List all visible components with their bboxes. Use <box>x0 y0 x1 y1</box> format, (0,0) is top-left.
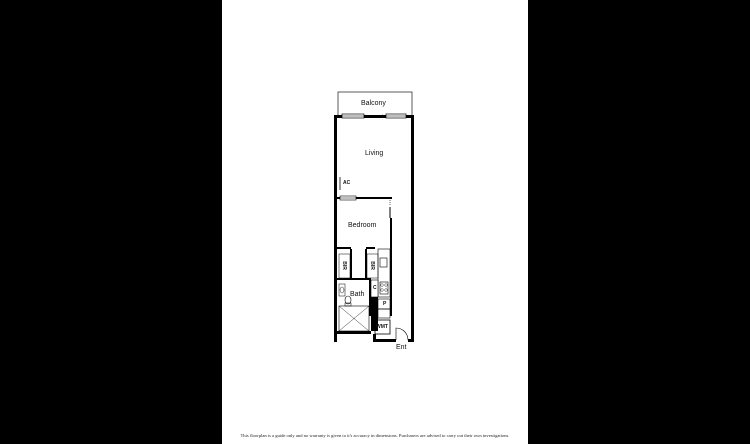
entry-wall-bottom-right <box>408 339 414 342</box>
entry-door-swing <box>396 328 408 340</box>
fixture-label-cupboard: C <box>373 285 377 291</box>
disclaimer-text: This floorplan is a guide only and no warranty is given to it's accuracy in dimensions. Purchasers are advised to carry out their own investigations. <box>240 433 510 438</box>
entry-wall-bottom <box>373 339 396 342</box>
room-label-bedroom: Bedroom <box>348 222 377 229</box>
outer-wall-right <box>411 116 414 341</box>
outer-wall-left <box>334 116 337 342</box>
bir-left-wall <box>350 249 352 279</box>
outer-wall-top-left <box>334 115 342 118</box>
fixture-label-bir-left: BIR <box>340 261 347 270</box>
fixture-label-pantry: P <box>383 301 387 307</box>
room-label-entry: Ent <box>396 344 407 351</box>
fixture-label-wmt: WMT <box>376 324 388 330</box>
bir-right-wall <box>365 249 367 279</box>
bedroom-bottom-wall-left <box>337 247 351 249</box>
floorplan-sheet <box>222 0 528 444</box>
bedroom-bottom-wall-right <box>366 247 375 249</box>
room-label-balcony: Balcony <box>361 100 386 107</box>
basin <box>340 287 344 293</box>
bottom-wall-left <box>334 331 371 334</box>
kitchen-sink <box>380 258 387 267</box>
fixture-label-bir-right: BIR <box>368 261 375 270</box>
fixture-label-ac: AC <box>343 180 351 186</box>
appliance-box <box>378 309 390 318</box>
room-label-bath: Bath <box>350 291 365 298</box>
room-label-living: Living <box>365 150 384 157</box>
outer-wall-top-right <box>406 115 414 118</box>
bath-top-wall <box>337 278 371 280</box>
